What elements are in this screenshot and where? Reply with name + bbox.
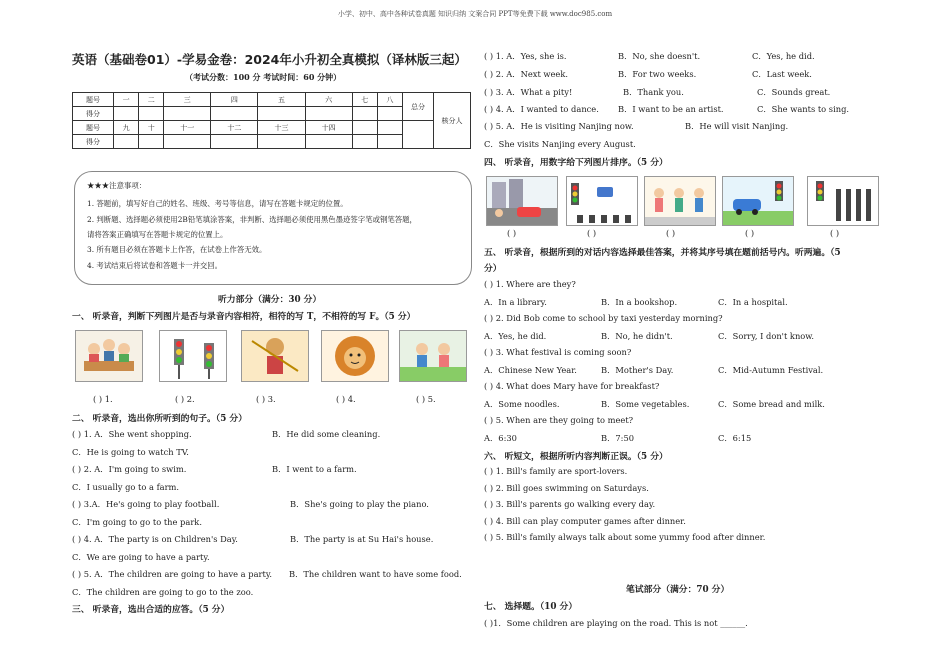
- question-line: ( ) 1. A．Yes, she is.: [484, 51, 567, 61]
- table-cell: 九: [114, 121, 139, 135]
- answer-label: ( ) 5.: [416, 394, 436, 404]
- picture-lion: [321, 330, 389, 382]
- section-7-title: 七、 选择题。（10 分）: [484, 602, 578, 612]
- option-line: B．For two weeks.: [618, 69, 697, 79]
- notice-box: [74, 171, 472, 285]
- option-line: C．She visits Nanjing every August.: [484, 139, 636, 149]
- question-line: ( ) 3.A．He's going to play football.: [72, 499, 220, 509]
- section-3-title: 三、 听录音，选出合适的应答。（5 分）: [72, 605, 230, 615]
- picture-traffic-lights: [159, 330, 227, 382]
- option-line: B．She's going to play the piano.: [290, 499, 429, 509]
- table-cell: 得分: [73, 107, 114, 121]
- table-cell-checker: 核分人: [434, 93, 471, 149]
- option-line: B．I want to be an artist.: [618, 104, 724, 114]
- question-line: ( ) 4. Bill can play computer games after dinner.: [484, 516, 686, 526]
- picture-family-meal: [75, 330, 143, 382]
- table-cell: 十一: [164, 121, 211, 135]
- answer-label: ( ) 1.: [93, 394, 113, 404]
- listening-heading: 听力部分（满分：30 分）: [218, 295, 322, 305]
- question-line: ( ) 4. A．The party is on Children's Day.: [72, 534, 238, 544]
- notice-item: 3. 所有题目必须在答题卡上作答，在试卷上作答无效。: [87, 245, 267, 254]
- option-line: B．He will visit Nanjing.: [685, 121, 789, 131]
- section-1-title: 一、 听录音，判断下列图片是否与录音内容相符，相符的写 T，不相符的写 F。（5 分）: [72, 312, 416, 322]
- question-line: ( ) 3. A．What a pity!: [484, 87, 573, 97]
- option-line: B．Thank you.: [623, 87, 684, 97]
- option-line: B．Mother's Day.: [601, 365, 674, 375]
- option-line: B．The children want to have some food.: [289, 569, 462, 579]
- option-line: B．No, he didn't.: [601, 331, 673, 341]
- question-line: ( ) 4. What does Mary have for breakfast?: [484, 381, 660, 391]
- paper-subtitle: （考试分数：100 分 考试时间：60 分钟）: [185, 72, 342, 82]
- option-line: C．He is going to watch TV.: [72, 447, 189, 457]
- table-cell: 七: [352, 93, 377, 107]
- section-4-title: 四、 听录音，用数字给下列图片排序。（5 分）: [484, 158, 668, 168]
- picture-zebra-crossing: [807, 176, 879, 226]
- table-cell: 题号: [73, 121, 114, 135]
- option-line: C．She wants to sing.: [757, 104, 850, 114]
- table-cell: 十: [139, 121, 164, 135]
- option-line: C．Some bread and milk.: [718, 399, 825, 409]
- answer-label: ( ) 4.: [336, 394, 356, 404]
- answer-label: ( ): [666, 228, 676, 238]
- option-line: C．Yes, he did.: [752, 51, 815, 61]
- table-cell: 一: [114, 93, 139, 107]
- section-2-title: 二、 听录音，选出你所听到的句子。（5 分）: [72, 414, 247, 424]
- option-line: C．I'm going to go to the park.: [72, 517, 202, 527]
- option-line: C．The children are going to go to the zoo.: [72, 587, 254, 597]
- question-line: ( ) 5. Bill's family always talk about some yummy food after dinner.: [484, 532, 766, 542]
- table-cell: 得分: [73, 135, 114, 149]
- option-line: B．He did some cleaning.: [272, 429, 381, 439]
- notice-item: 1. 答题前，填写好自己的姓名、班级、考号等信息，请写在答题卡规定的位置。: [87, 199, 348, 208]
- option-line: C．Sounds great.: [757, 87, 831, 97]
- option-line: A．Yes, he did.: [484, 331, 547, 341]
- option-line: C．6:15: [718, 433, 752, 443]
- option-line: C．In a hospital.: [718, 297, 788, 307]
- picture-crossing: [566, 176, 638, 226]
- question-line: ( ) 3. Bill's parents go walking every day.: [484, 499, 656, 509]
- question-line: ( ) 2. Did Bob come to school by taxi yesterday morning?: [484, 313, 723, 323]
- picture-children-park: [399, 330, 467, 382]
- answer-label: ( ): [507, 228, 517, 238]
- notice-item: 请将答案正确填写在答题卡规定的位置上。: [87, 230, 228, 239]
- option-line: C．Mid-Autumn Festival.: [718, 365, 824, 375]
- table-cell: 三: [164, 93, 211, 107]
- question-line: ( ) 2. A．I'm going to swim.: [72, 464, 187, 474]
- question-line: ( ) 5. When are they going to meet?: [484, 415, 634, 425]
- paper-title: 英语（基础卷01）-学易金卷：2024年小升初全真模拟（译林版三起）: [72, 52, 467, 67]
- option-line: A．In a library.: [484, 297, 547, 307]
- score-table: [72, 92, 471, 149]
- option-line: C．Last week.: [752, 69, 812, 79]
- answer-label: ( ): [587, 228, 597, 238]
- option-line: B．Some vegetables.: [601, 399, 690, 409]
- notice-item: 4. 考试结束后将试卷和答题卡一并交回。: [87, 261, 223, 270]
- option-line: A．6:30: [484, 433, 517, 443]
- section-5-title-cont: 分）: [484, 264, 502, 274]
- question-line: ( ) 1. Where are they?: [484, 279, 576, 289]
- answer-label: ( ) 3.: [256, 394, 276, 404]
- table-cell: 十三: [258, 121, 305, 135]
- table-cell: 题号: [73, 93, 114, 107]
- option-line: B．The party is at Su Hai's house.: [290, 534, 434, 544]
- option-line: C．We are going to have a party.: [72, 552, 210, 562]
- table-cell: 八: [377, 93, 402, 107]
- question-line: ( ) 1. Bill's family are sport-lovers.: [484, 466, 628, 476]
- option-line: A．Some noodles.: [484, 399, 560, 409]
- table-cell-total: 总分: [403, 93, 434, 121]
- question-line: ( ) 2. A．Next week.: [484, 69, 568, 79]
- question-line: ( )1．Some children are playing on the road. This is not ______.: [484, 618, 748, 628]
- table-cell: 六: [305, 93, 352, 107]
- question-line: ( ) 3. What festival is coming soon?: [484, 347, 632, 357]
- question-line: ( ) 1. A．She went shopping.: [72, 429, 192, 439]
- table-cell: 二: [139, 93, 164, 107]
- picture-car-road: [722, 176, 794, 226]
- question-line: ( ) 4. A．I wanted to dance.: [484, 104, 599, 114]
- answer-label: ( ) 2.: [175, 394, 195, 404]
- option-line: B．I went to a farm.: [272, 464, 357, 474]
- notice-head: ★★★注意事项：: [87, 181, 147, 190]
- writing-heading: 笔试部分（满分：70 分）: [626, 585, 730, 595]
- page-header: 小学、初中、高中各种试卷真题 知识归纳 文案合同 PPT等免费下载 www.doc985.com: [337, 10, 613, 18]
- table-cell: 十四: [305, 121, 352, 135]
- option-line: A．Chinese New Year.: [484, 365, 577, 375]
- section-6-title: 六、 听短文，根据所听内容判断正误。（5 分）: [484, 452, 668, 462]
- option-line: C．Sorry, I don't know.: [718, 331, 815, 341]
- option-line: B．7:50: [601, 433, 635, 443]
- answer-label: ( ): [830, 228, 840, 238]
- section-5-title: 五、 听录音，根据所到的对话内容选择最佳答案，并将其序号填在题前括号内。听两遍。（5: [484, 248, 841, 258]
- question-line: ( ) 5. A．He is visiting Nanjing now.: [484, 121, 634, 131]
- answer-label: ( ): [745, 228, 755, 238]
- picture-kids-crossing: [644, 176, 716, 226]
- question-line: ( ) 2. Bill goes swimming on Saturdays.: [484, 483, 649, 493]
- picture-city-traffic: [486, 176, 558, 226]
- option-line: B．No, she doesn't.: [618, 51, 701, 61]
- option-line: B．In a bookshop.: [601, 297, 678, 307]
- table-cell: 十二: [211, 121, 258, 135]
- question-line: ( ) 5. A．The children are going to have a party.: [72, 569, 273, 579]
- notice-item: 2. 判断题、选择题必须使用2B铅笔填涂答案，非判断、选择题必须使用黑色墨迹签字笔或钢笔答题，: [87, 215, 417, 224]
- picture-monkey-king: [241, 330, 309, 382]
- table-cell: 五: [258, 93, 305, 107]
- table-cell: 四: [211, 93, 258, 107]
- option-line: C．I usually go to a farm.: [72, 482, 180, 492]
